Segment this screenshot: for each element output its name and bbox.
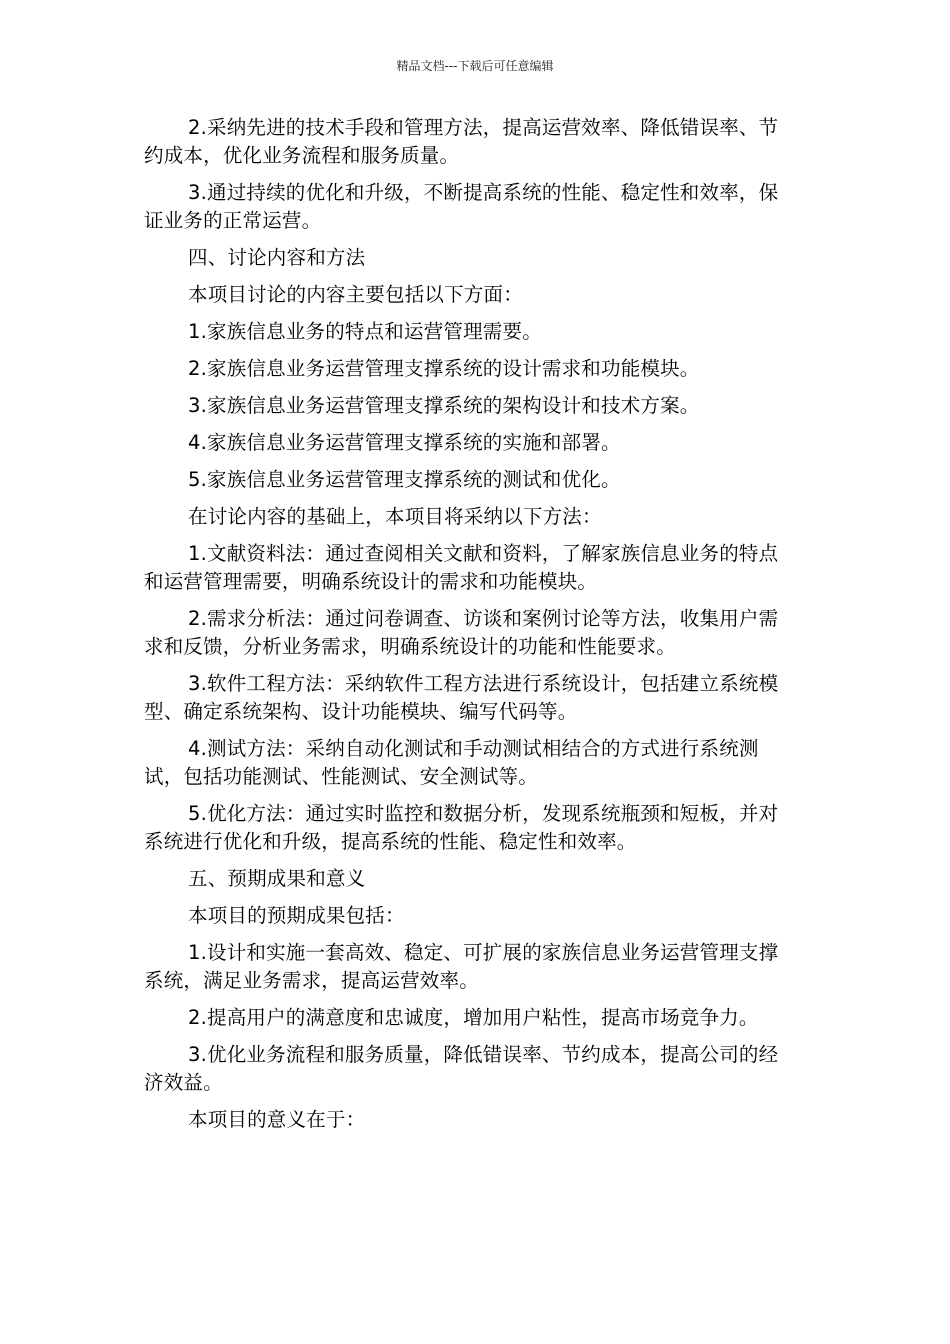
paragraph-content-3: 3.家族信息业务运营管理支撑系统的架构设计和技术方案。 (188, 394, 700, 417)
paragraph-method-1: 1.文献资料法：通过查阅相关文献和资料，了解家族信息业务的特点和运营管理需要，明确系统设计的需求和功能模块。 (144, 542, 779, 593)
paragraph-goal-3: 3.通过持续的优化和升级，不断提高系统的性能、稳定性和效率，保证业务的正常运营。 (144, 181, 779, 232)
paragraph-content-5: 5.家族信息业务运营管理支撑系统的测试和优化。 (188, 468, 621, 491)
paragraph-method-2: 2.需求分析法：通过问卷调查、访谈和案例讨论等方法，收集用户需求和反馈，分析业务需求，明确系统设计的功能和性能要求。 (144, 607, 779, 658)
page-header: 精品文档---下载后可任意编辑 (396, 59, 554, 73)
paragraph-outcome-3: 3.优化业务流程和服务质量，降低错误率、节约成本，提高公司的经济效益。 (144, 1043, 779, 1094)
document-body (144, 114, 796, 1143)
paragraph-significance-intro: 本项目的意义在于： (188, 1108, 366, 1131)
paragraph-content-4: 4.家族信息业务运营管理支撑系统的实施和部署。 (188, 431, 621, 454)
paragraph-content-intro: 本项目讨论的内容主要包括以下方面： (188, 283, 523, 306)
paragraph-goal-2: 2.采纳先进的技术手段和管理方法，提高运营效率、降低错误率、节约成本，优化业务流程和服务质量。 (144, 116, 779, 167)
paragraph-outcome-intro: 本项目的预期成果包括： (188, 904, 405, 927)
paragraph-method-5: 5.优化方法：通过实时监控和数据分析，发现系统瓶颈和短板，并对系统进行优化和升级，提高系统的性能、稳定性和效率。 (144, 802, 779, 853)
paragraph-outcome-1: 1.设计和实施一套高效、稳定、可扩展的家族信息业务运营管理支撑系统，满足业务需求，提高运营效率。 (144, 941, 779, 992)
paragraph-method-intro: 在讨论内容的基础上，本项目将采纳以下方法： (188, 505, 602, 528)
section-heading-4: 四、讨论内容和方法 (188, 246, 366, 269)
section-heading-5: 五、预期成果和意义 (188, 867, 366, 890)
paragraph-method-3: 3.软件工程方法：采纳软件工程方法进行系统设计，包括建立系统模型、确定系统架构、设计功能模块、编写代码等。 (144, 672, 779, 723)
paragraph-content-1: 1.家族信息业务的特点和运营管理需要。 (188, 320, 542, 343)
paragraph-method-4: 4.测试方法：采纳自动化测试和手动测试相结合的方式进行系统测试，包括功能测试、性能测试、安全测试等。 (144, 737, 759, 788)
paragraph-outcome-2: 2.提高用户的满意度和忠诚度，增加用户粘性，提高市场竞争力。 (188, 1006, 759, 1029)
paragraph-content-2: 2.家族信息业务运营管理支撑系统的设计需求和功能模块。 (188, 357, 700, 380)
